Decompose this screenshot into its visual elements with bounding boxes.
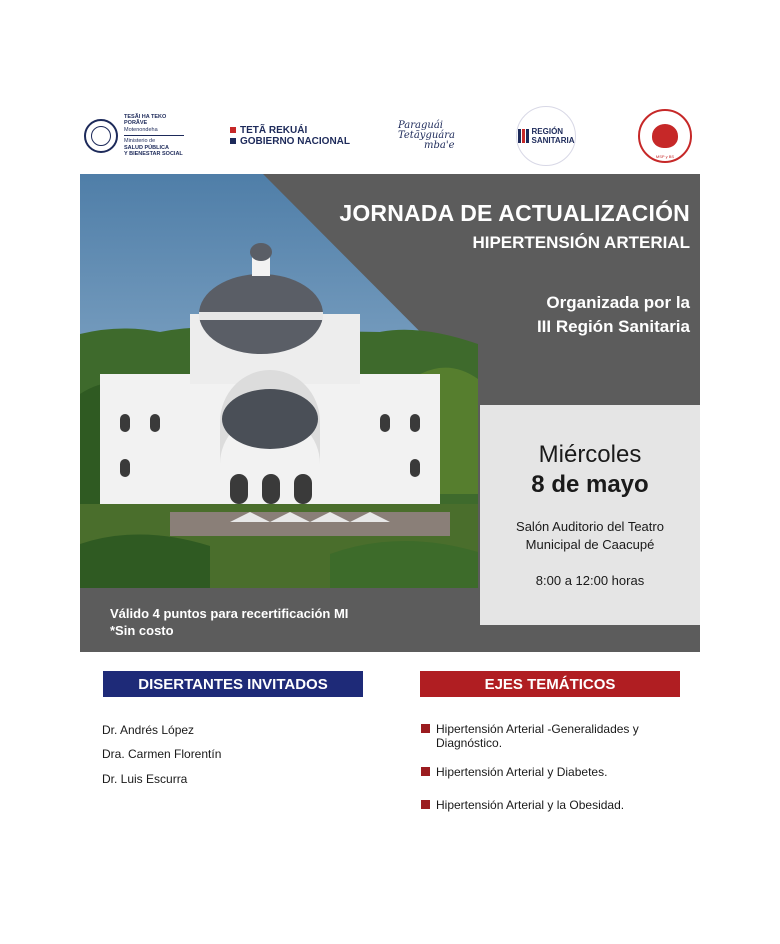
bars-icon — [518, 129, 529, 143]
credit-note: Válido 4 puntos para recertificación MI — [110, 606, 349, 621]
teta-line1: TETÃ REKUÁI — [240, 124, 308, 136]
msp-line6: Y BIENESTAR SOCIAL — [124, 151, 183, 157]
speakers-header: DISERTANTES INVITADOS — [103, 671, 363, 697]
event-hours: 8:00 a 12:00 horas — [535, 573, 645, 588]
region-line2: SANITARIA — [531, 135, 575, 145]
seal-icon — [84, 119, 118, 153]
topic-text: Hipertensión Arterial y Diabetes. — [436, 765, 608, 779]
bullet-icon — [421, 767, 430, 776]
speaker-item: Dra. Carmen Florentín — [102, 747, 222, 761]
msp-line3: Motenondeha — [124, 126, 158, 133]
paraguay-line1: Paraguái — [398, 119, 443, 131]
topic-item — [421, 765, 671, 779]
prevention-logo — [638, 97, 692, 174]
bullet-icon — [421, 724, 430, 733]
date-panel — [480, 405, 700, 625]
msp-logo — [84, 97, 184, 174]
speaker-item: Dr. Andrés López — [102, 723, 195, 737]
cost-note: *Sin costo — [110, 623, 174, 638]
teta-line2: GOBIERNO NACIONAL — [240, 135, 350, 147]
topic-item — [421, 722, 671, 750]
event-flyer — [80, 97, 700, 849]
region-line1: REGIÓN — [531, 126, 564, 136]
gobierno-logo — [230, 97, 350, 174]
topics-header: EJES TEMÁTICOS — [420, 671, 680, 697]
paraguay-line2: Tetãyguára — [398, 129, 455, 141]
speaker-item: Dr. Luis Escurra — [102, 772, 188, 786]
flag-icon — [230, 127, 236, 133]
heart-icon — [652, 124, 678, 148]
msp-line5: SALUD PÚBLICA — [124, 144, 169, 151]
organizer-line2: III Región Sanitaria — [536, 317, 690, 336]
msp-line1: TESÃI HA TEKO — [124, 113, 167, 120]
event-subtitle: HIPERTENSIÓN ARTERIAL — [472, 233, 690, 252]
msp-line2: PORÃVE — [124, 120, 148, 126]
topic-text: Hipertensión Arterial y la Obesidad. — [436, 798, 625, 812]
paraguay-line3: mba'e — [424, 139, 455, 151]
venue-line1: Salón Auditorio del Teatro — [516, 519, 664, 534]
organizer-line1: Organizada por la — [546, 293, 690, 312]
event-title: JORNADA DE ACTUALIZACIÓN — [339, 200, 690, 226]
venue-line2: Municipal de Caacupé — [525, 537, 655, 552]
logo-bar — [80, 97, 700, 174]
heart-caption: MSP y BS — [655, 153, 675, 159]
hero-banner — [80, 174, 700, 652]
topic-item — [421, 798, 671, 812]
event-date: 8 de mayo — [531, 471, 649, 498]
paraguay-logo — [398, 97, 455, 174]
topic-text: Hipertensión Arterial -Generalidades y Diagnóstico. — [436, 722, 639, 750]
msp-line4: Ministerio de — [124, 138, 156, 144]
region-logo — [516, 97, 576, 174]
event-day: Miércoles — [538, 441, 642, 468]
bullet-icon — [421, 800, 430, 809]
